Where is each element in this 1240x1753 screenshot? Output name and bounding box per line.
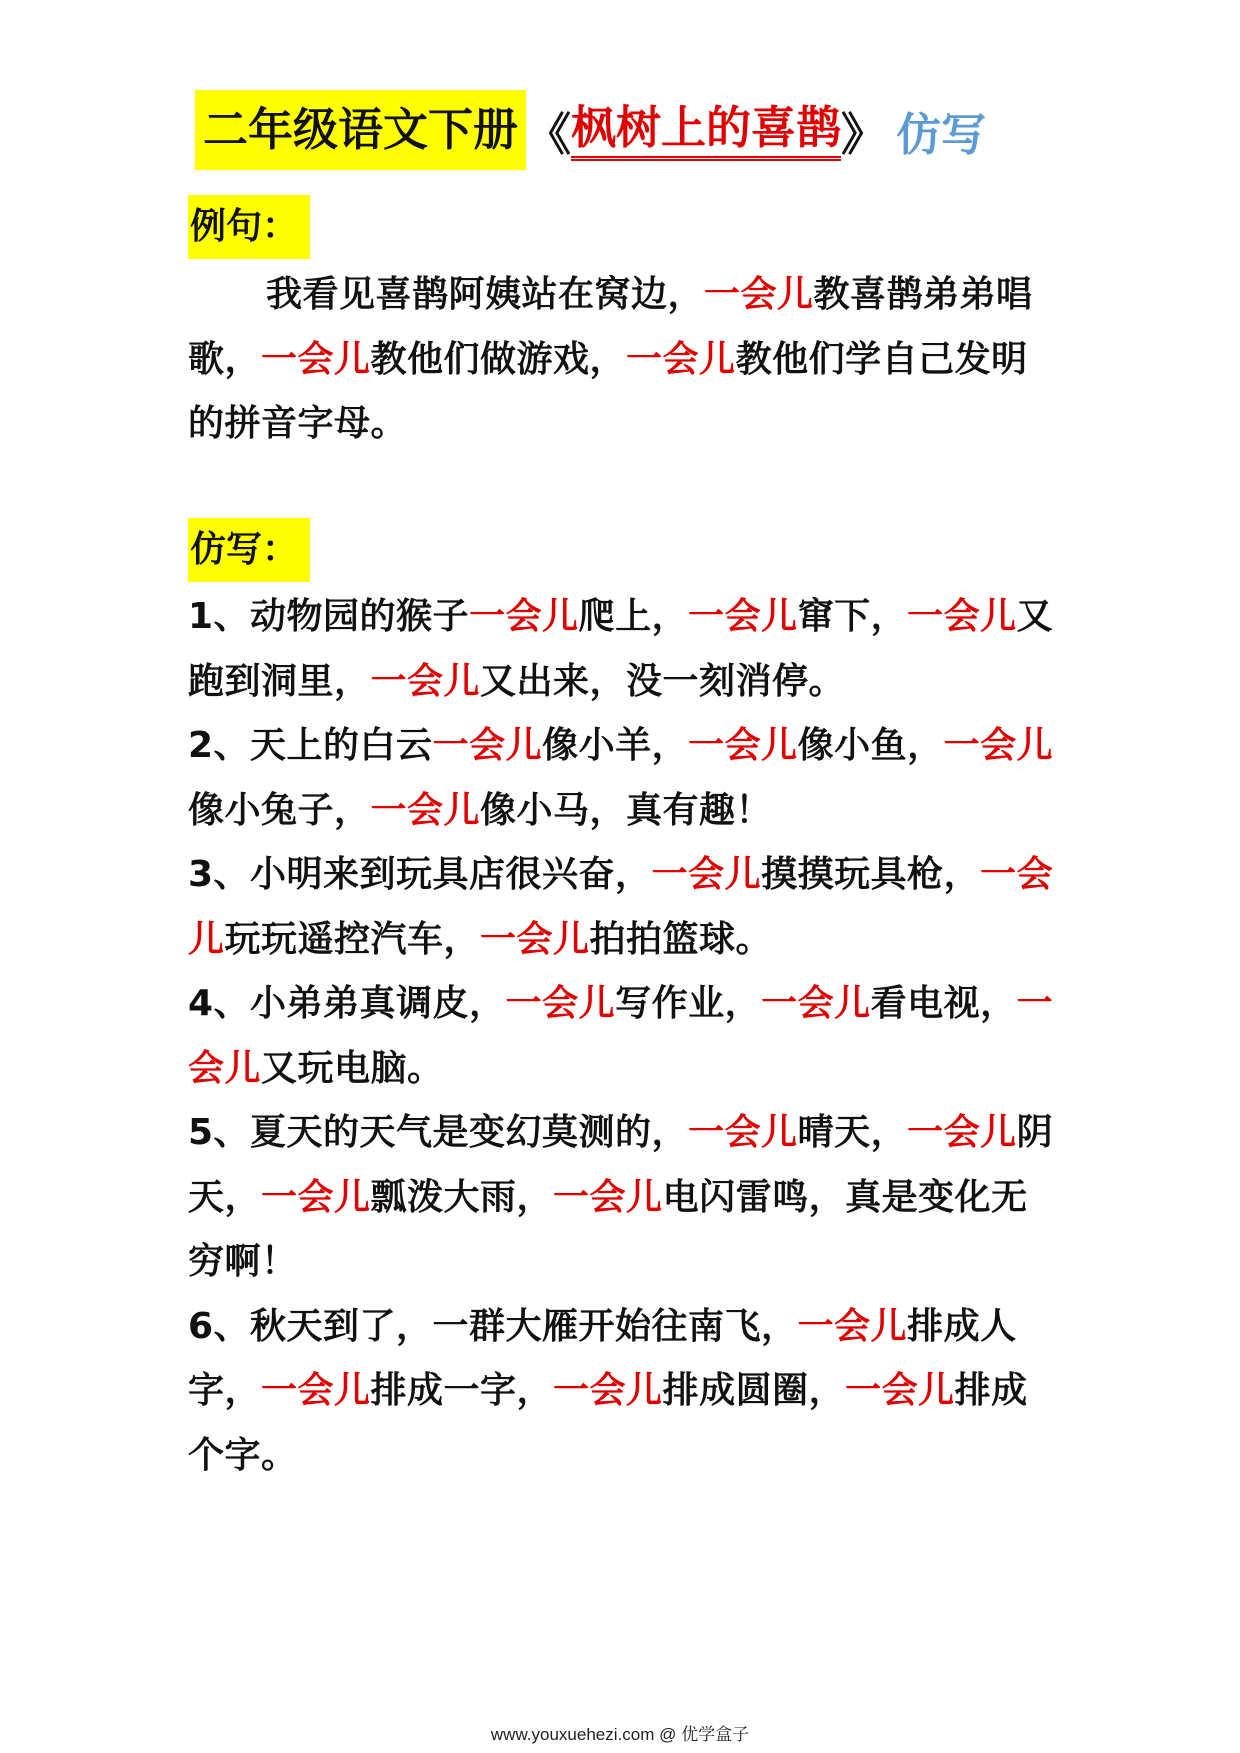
sentence-text: 又出来，没一刻消停。 — [480, 660, 846, 702]
highlight-phrase: 一会儿 — [188, 983, 1054, 1089]
title-close-bracket: 》 — [841, 107, 887, 161]
sentence-text: 教他们学自己发明的拼音字母。 — [188, 338, 1028, 444]
sentence-text: 3、小明来到玩具店很兴奋， — [188, 854, 652, 895]
example-label: 例句： — [188, 195, 310, 259]
sentence-text: 瓢泼大雨， — [370, 1176, 554, 1218]
sentence-text: 又跑到洞里， — [188, 596, 1054, 702]
imitate-label: 仿写： — [188, 518, 310, 582]
sentence-text: 拍拍篮球。 — [589, 918, 773, 960]
highlight-phrase: 一会儿 — [553, 1176, 663, 1218]
title-suffix: 仿写 — [896, 107, 987, 161]
sentence-text: 6、秋天到了，一群大雁开始往南飞， — [188, 1305, 798, 1347]
highlight-phrase: 一会儿 — [505, 983, 616, 1024]
imitate-item-5 — [188, 1101, 1058, 1295]
imitate-item-1 — [188, 585, 1058, 714]
sentence-text: 阴天， — [188, 1112, 1054, 1218]
sentence-text: 排成圆圈， — [662, 1370, 846, 1411]
example-paragraph — [188, 263, 1058, 457]
sentence-text: 电闪雷鸣，真是变化无穷啊！ — [188, 1176, 1028, 1282]
imitate-item-6 — [188, 1295, 1058, 1489]
highlight-phrase: 一会儿 — [651, 854, 762, 895]
imitate-item-2 — [188, 714, 1058, 843]
highlight-phrase: 一会儿 — [845, 1370, 955, 1411]
highlight-phrase: 一会儿 — [370, 660, 481, 702]
sentence-text: 2、天上的白云 — [188, 725, 433, 766]
highlight-phrase: 一会儿 — [261, 338, 371, 380]
sentence-text: 像小羊， — [542, 725, 689, 766]
highlight-phrase: 一会儿 — [188, 854, 1054, 960]
highlight-phrase: 一会儿 — [261, 1176, 371, 1218]
highlight-phrase: 一会儿 — [907, 1112, 1017, 1153]
footer-watermark: www.youxuehezi.com @ 优学盒子 — [490, 1725, 750, 1744]
sentence-text: 窜下， — [797, 596, 908, 637]
sentence-text: 1、动物园的猴子 — [188, 596, 470, 637]
highlight-phrase: 一会儿 — [553, 1370, 663, 1411]
sentence-text: 玩玩遥控汽车， — [224, 918, 481, 960]
highlight-phrase: 一会儿 — [469, 596, 579, 637]
highlight-phrase: 一会儿 — [480, 918, 590, 960]
sentence-text: 晴天， — [797, 1112, 908, 1153]
sentence-text: 又玩电脑。 — [261, 1047, 444, 1089]
highlight-phrase: 一会儿 — [797, 1305, 908, 1347]
highlight-phrase: 一会儿 — [943, 725, 1054, 766]
sentence-text: 排成个字。 — [188, 1370, 1028, 1476]
title-grade-subject: 二年级语文下册 — [195, 90, 526, 170]
sentence-text: 像小兔子， — [188, 789, 371, 831]
imitate-item-4 — [188, 972, 1058, 1101]
sentence-text: 我看见喜鹊阿姨站在窝边， — [266, 274, 705, 315]
sentence-text: 像小马，真有趣！ — [480, 789, 773, 831]
sentence-text: 像小鱼， — [797, 725, 944, 766]
sentence-text: 排成人字， — [188, 1305, 1017, 1411]
sentence-text: 5、夏天的天气是变幻莫测的， — [188, 1112, 689, 1153]
highlight-phrase: 一会儿 — [688, 596, 798, 637]
document-title — [195, 90, 1075, 170]
highlight-phrase: 一会儿 — [688, 725, 798, 766]
sentence-text: 摸摸玩具枪， — [761, 854, 981, 895]
highlight-phrase: 一会儿 — [626, 338, 736, 380]
sentence-text: 看电视， — [870, 983, 1017, 1024]
highlight-phrase: 一会儿 — [704, 274, 814, 315]
highlight-phrase: 一会儿 — [370, 789, 481, 831]
imitate-list — [188, 585, 1058, 1488]
sentence-text: 教他们做游戏， — [370, 338, 627, 380]
imitate-item-3 — [188, 843, 1058, 972]
sentence-text: 4、小弟弟真调皮， — [188, 983, 506, 1024]
highlight-phrase: 一会儿 — [907, 596, 1017, 637]
highlight-phrase: 一会儿 — [761, 983, 871, 1024]
sentence-text: 排成一字， — [370, 1370, 554, 1411]
highlight-phrase: 一会儿 — [688, 1112, 798, 1153]
title-open-bracket: 《 — [526, 107, 572, 161]
sentence-text: 教喜鹊弟弟唱歌， — [188, 274, 1033, 380]
highlight-phrase: 一会儿 — [261, 1370, 371, 1411]
sentence-text: 写作业， — [615, 983, 762, 1024]
title-lesson-name: 枫树上的喜鹊 — [571, 100, 841, 161]
highlight-phrase: 一会儿 — [432, 725, 543, 766]
sentence-text: 爬上， — [578, 596, 689, 637]
